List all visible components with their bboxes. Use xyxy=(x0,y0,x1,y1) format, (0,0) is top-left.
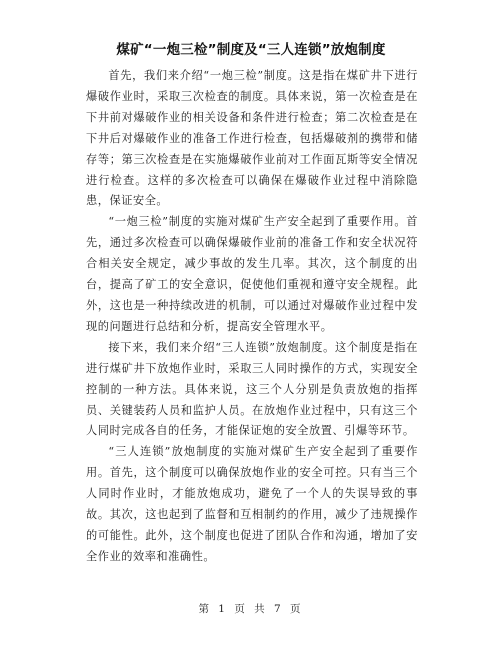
page-number-footer: 第 1 页 共 7 页 xyxy=(198,603,304,615)
paragraph: “一炮三检”制度的实施对煤矿生产安全起到了重要作用。首先，通过多次检查可以确保爆破作业前的准备工作和安全状况符合相关安全规定，减少事故的发生几率。其次，这个制度的出台，提高了矿工的安全意识，促使他们重视和遵守安全规程。此外，这也是一种持续改进的机制，可以通过对爆破作业过程中发现的问题进行总结和分析，提高安全管理水平。 xyxy=(86,215,418,333)
paragraph: 首先，我们来介绍“一炮三检”制度。这是指在煤矿井下进行爆破作业时，采取三次检查的制度。具体来说，第一次检查是在下井前对爆破作业的相关设备和条件进行检查；第二次检查是在下井后对爆破作业的准备工作进行检查，包括爆破剂的携带和储存等；第三次检查是在实施爆破作业前对工作面瓦斯等安全情况进行检查。这样的多次检查可以确保在爆破作业过程中消除隐患，保证安全。 xyxy=(86,69,418,208)
document-title: 煤矿“一炮三检”制度及“三人连锁”放炮制度 xyxy=(116,42,386,58)
document-body xyxy=(86,66,418,568)
paragraph: “三人连锁”放炮制度的实施对煤矿生产安全起到了重要作用。首先，这个制度可以确保放炮作业的安全可控。只有当三个人同时作业时，才能放炮成功，避免了一个人的失误导致的事故。其次，这也起到了监督和互相制约的作用，减少了违规操作的可能性。此外，这个制度也促进了团队合作和沟通，增加了安全作业的效率和准确性。 xyxy=(86,445,418,563)
paragraph: 接下来，我们来介绍“三人连锁”放炮制度。这个制度是指在进行煤矿井下放炮作业时，采取三人同时操作的方式，实现安全控制的一种方法。具体来说，这三个人分别是负责放炮的指挥员、关键装药人员和监护人员。在放炮作业过程中，只有这三个人同时完成各自的任务，才能保证炮的安全放置、引爆等环节。 xyxy=(86,340,418,438)
